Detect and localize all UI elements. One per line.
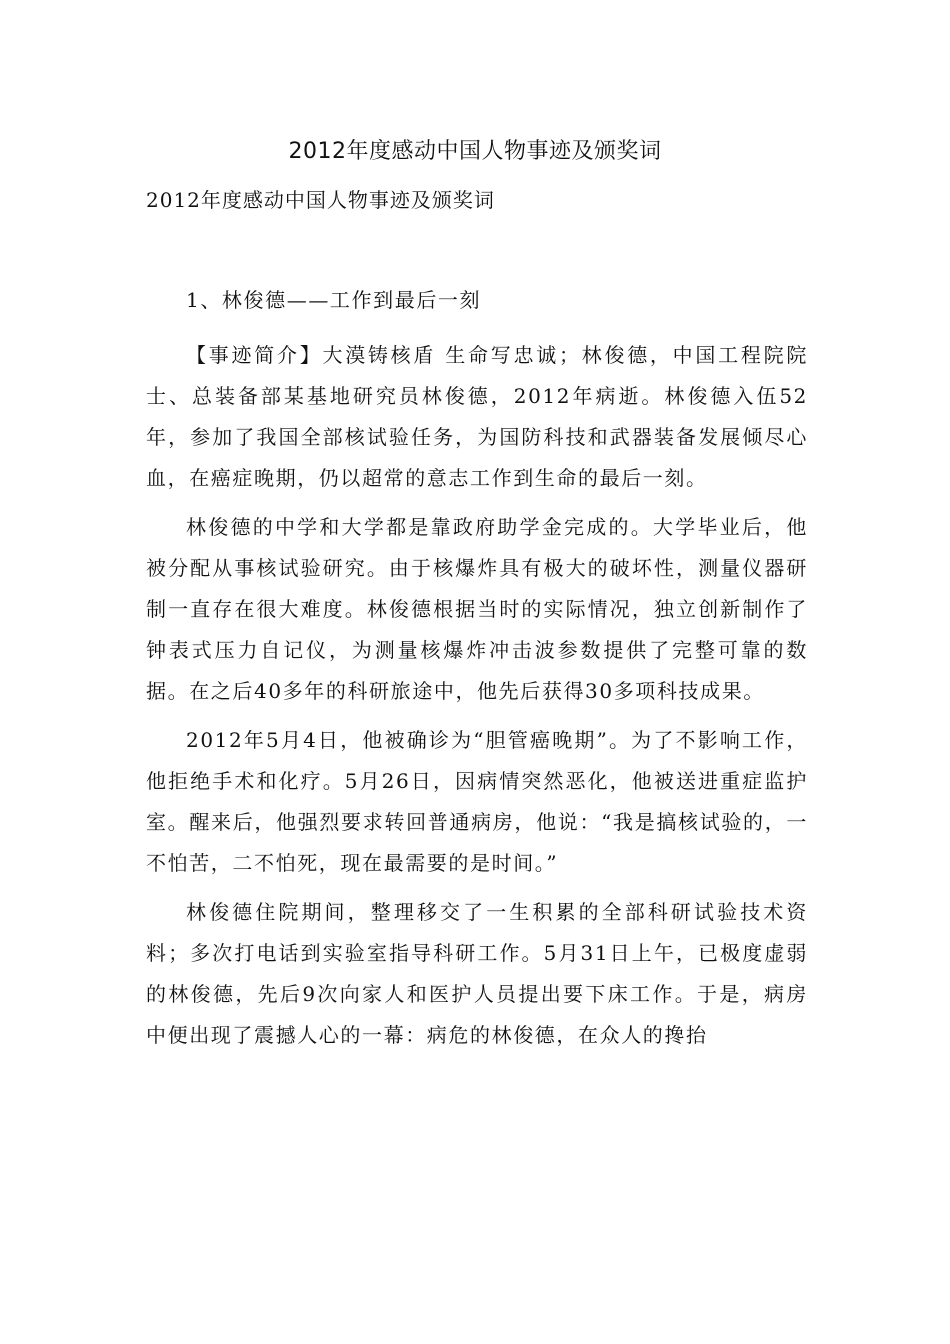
- paragraph-2: 林俊德的中学和大学都是靠政府助学金完成的。大学毕业后，他被分配从事核试验研究。由于核爆炸具有极大的破坏性，测量仪器研制一直存在很大难度。林俊德根据当时的实际情况，独立创新制作了钟表式压力自记仪，为测量核爆炸冲击波参数提供了完整可靠的数据。在之后40多年的科研旅途中，他先后获得30多项科技成果。: [146, 515, 808, 703]
- section-heading: 1、林俊德——工作到最后一刻: [186, 288, 482, 312]
- document-title: 2012年度感动中国人物事迹及颁奖词: [288, 139, 662, 164]
- paragraph-3: 2012年5月4日，他被确诊为“胆管癌晚期”。为了不影响工作，他拒绝手术和化疗。5月26日，因病情突然恶化，他被送进重症监护室。醒来后，他强烈要求转回普通病房，他说：“我是搞核试验的，一不怕苦，二不怕死，现在最需要的是时间。”: [146, 728, 808, 875]
- paragraph-4: 林俊德住院期间，整理移交了一生积累的全部科研试验技术资料；多次打电话到实验室指导科研工作。5月31日上午，已极度虚弱的林俊德，先后9次向家人和医护人员提出要下床工作。于是，病房中便出现了震撼人心的一幕：病危的林俊德，在众人的搀抬: [146, 900, 808, 1047]
- paragraph-1: 【事迹简介】大漠铸核盾 生命写忠诚；林俊德，中国工程院院士、总装备部某基地研究员林俊德，2012年病逝。林俊德入伍52年，参加了我国全部核试验任务，为国防科技和武器装备发展倾尽心血，在癌症晚期，仍以超常的意志工作到生命的最后一刻。: [146, 343, 808, 490]
- document-subtitle: 2012年度感动中国人物事迹及颁奖词: [146, 188, 495, 212]
- document-body: [146, 280, 808, 1056]
